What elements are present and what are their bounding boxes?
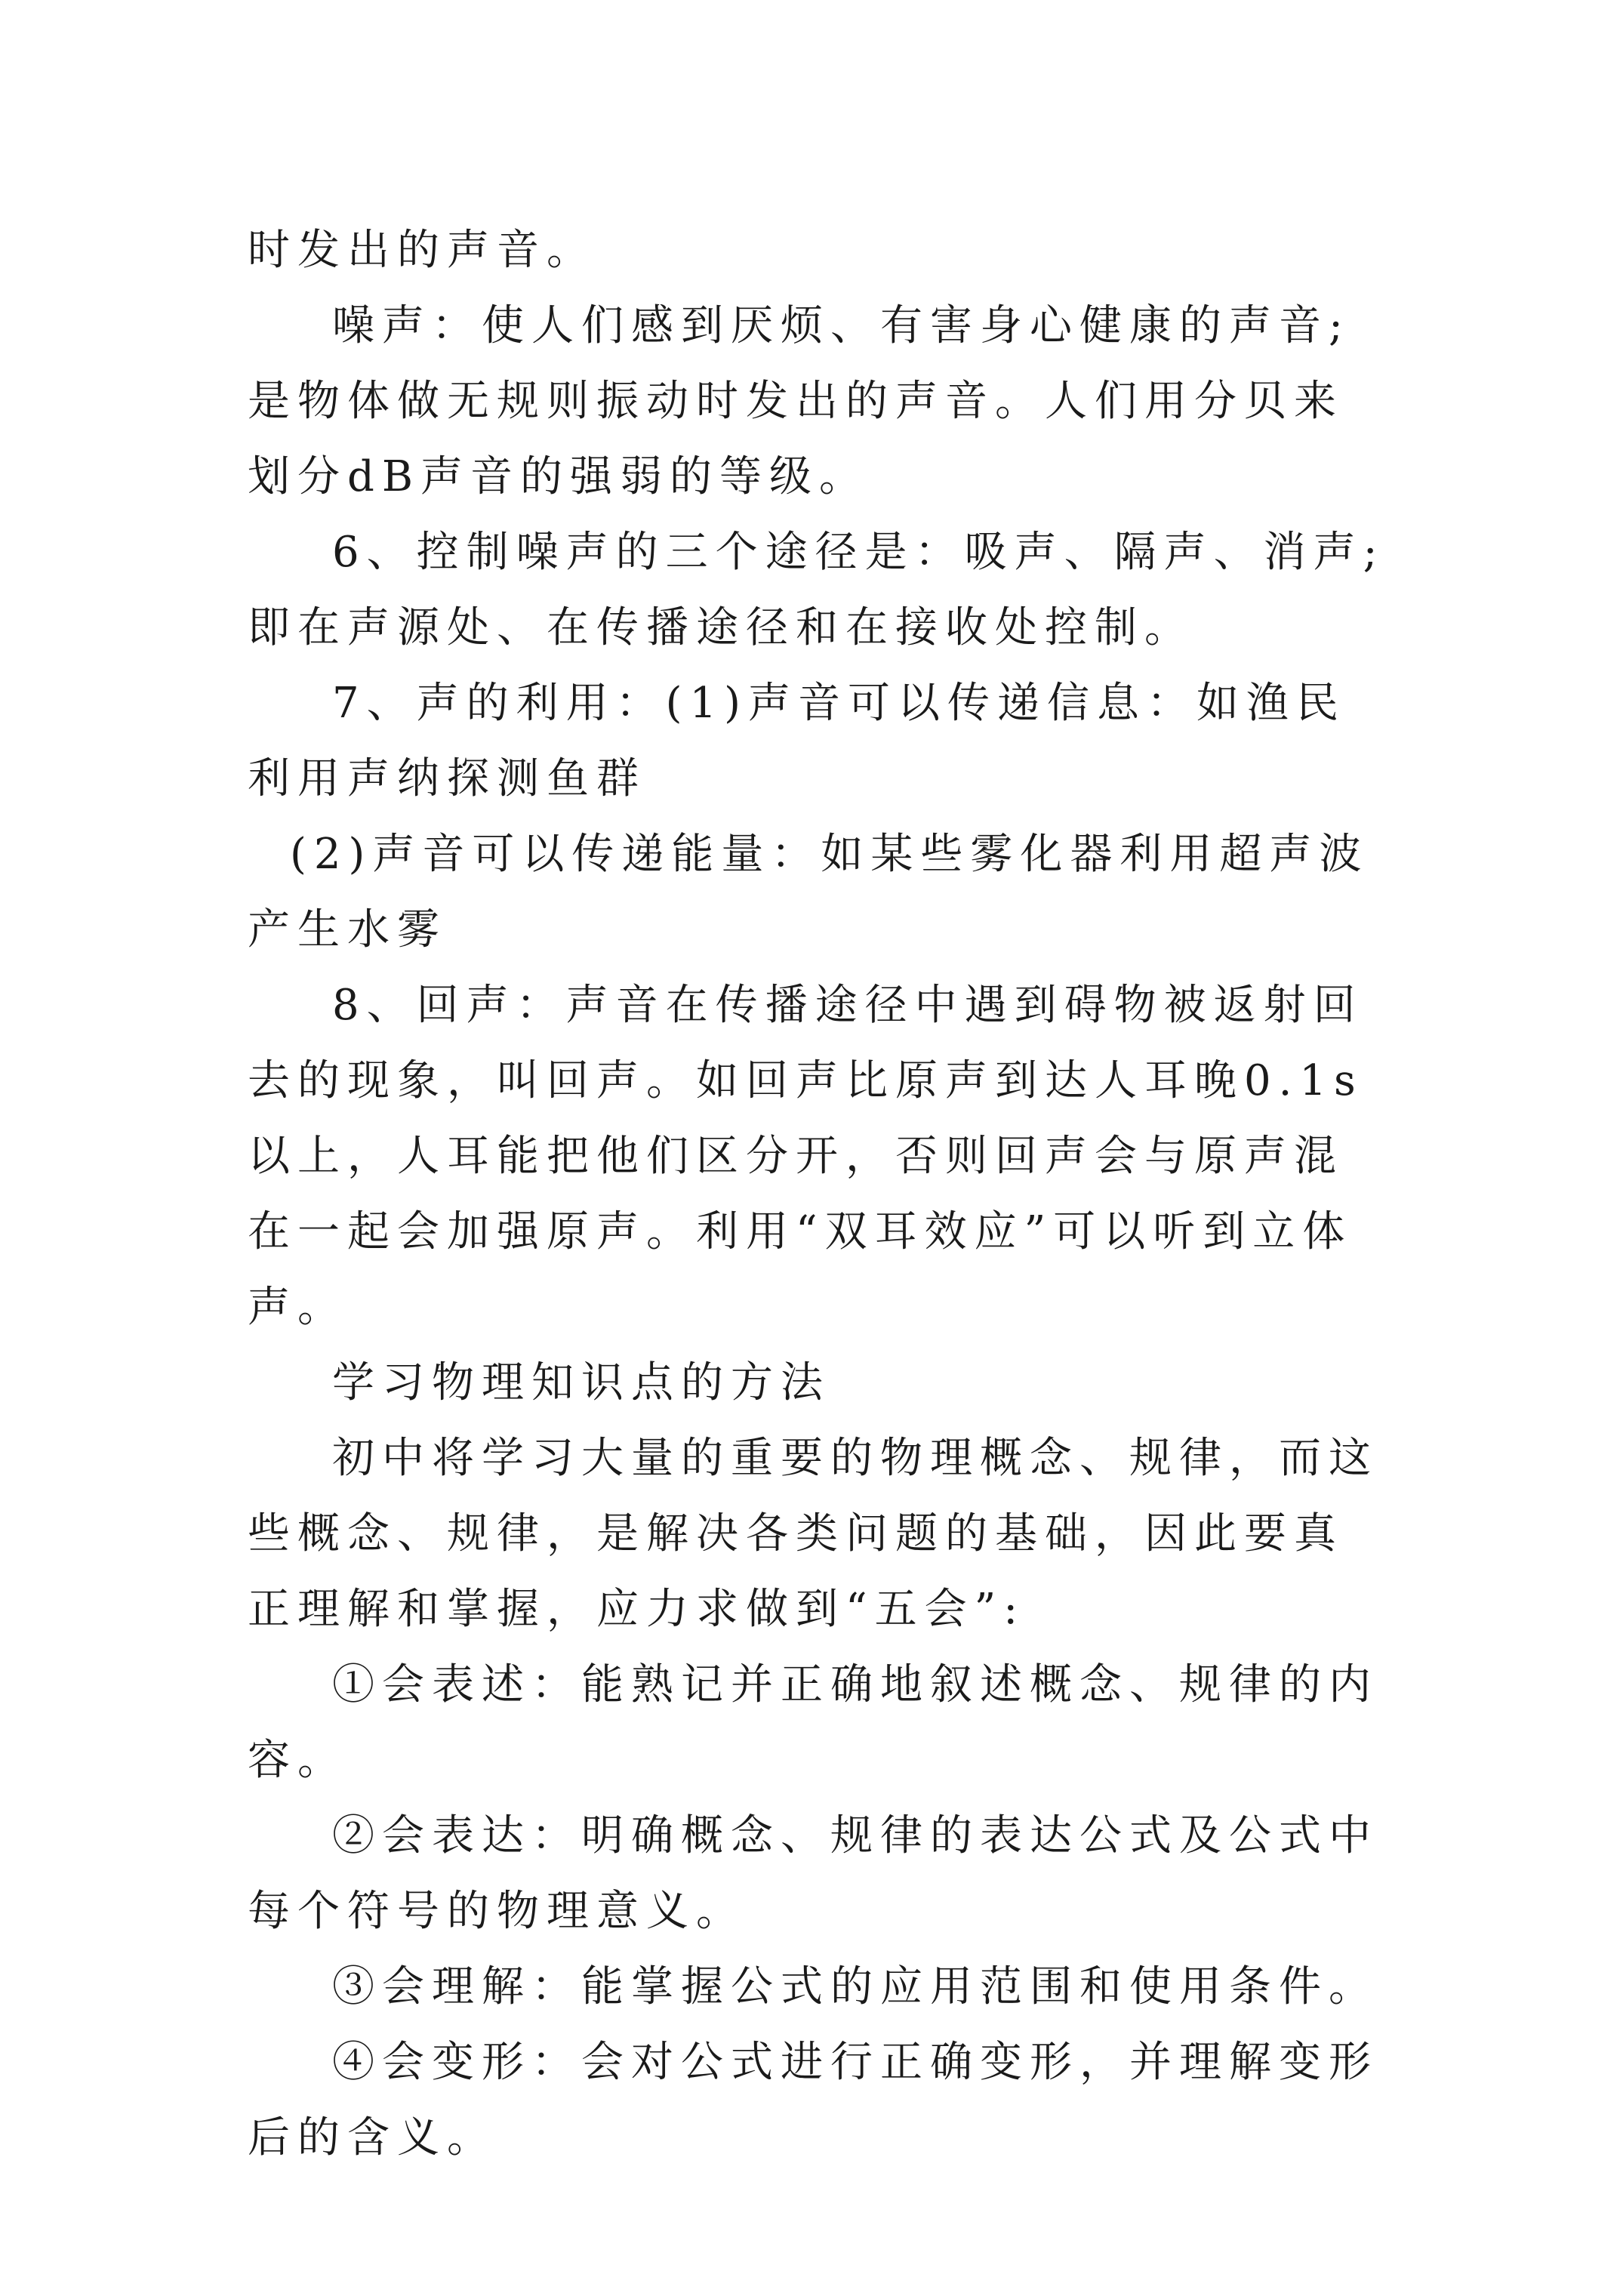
paragraph-noise-control: 6、控制噪声的三个途径是：吸声、隔声、消声;即在声源处、在传播途径和在接收处控制。 (248, 528, 1385, 652)
list-item-describe: ①会表述：能熟记并正确地叙述概念、规律的内容。 (248, 1660, 1378, 1785)
document-body (248, 213, 1389, 2176)
list-item-transform: ④会变形：会对公式进行正确变形，并理解变形后的含义。 (248, 2038, 1378, 2162)
paragraph-noise-definition: 噪声：使人们感到厌烦、有害身心健康的声音;是物体做无规则振动时发出的声音。人们用分贝来划分dB声音的强弱的等级。 (248, 301, 1350, 501)
paragraph-continuation: 时发出的声音。 (248, 226, 596, 275)
list-item-express: ②会表达：明确概念、规律的表达公式及公式中每个符号的物理意义。 (248, 1811, 1378, 1936)
list-item-understand: ③会理解：能掌握公式的应用范围和使用条件。 (332, 1962, 1378, 2011)
paragraph-echo: 8、回声：声音在传播途径中遇到碍物被返射回去的现象，叫回声。如回声比原声到达人耳晚0.1s以上，人耳能把他们区分开，否则回声会与原声混在一起会加强原声。利用“双耳效应”可以听到立体声。 (248, 981, 1363, 1332)
section-heading-study-method: 学习物理知识点的方法 (332, 1358, 830, 1407)
paragraph-sound-use-energy: (2)声音可以传递能量：如某些雾化器利用超声波产生水雾 (248, 830, 1369, 954)
paragraph-five-skills-intro: 初中将学习大量的重要的物理概念、规律，而这些概念、规律，是解决各类问题的基础，因此要真正理解和掌握，应力求做到“五会”: (248, 1434, 1378, 1634)
paragraph-sound-use-info: 7、声的利用：(1)声音可以传递信息：如渔民利用声纳探测鱼群 (248, 679, 1346, 803)
